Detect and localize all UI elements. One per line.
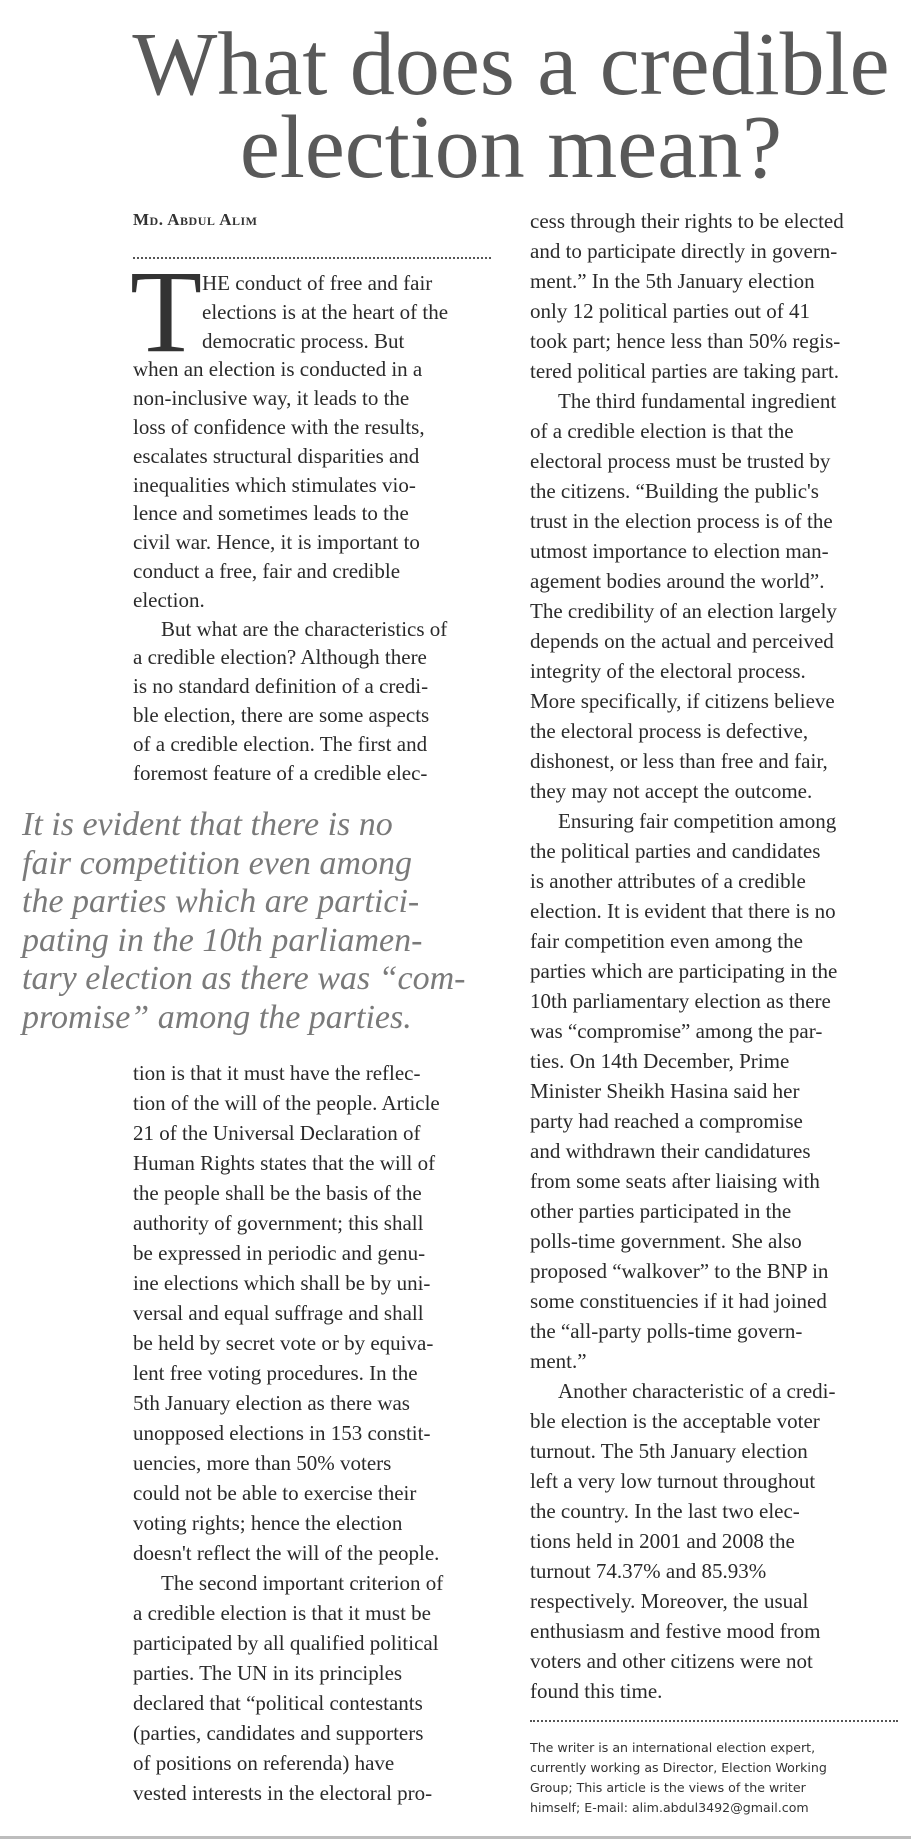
text-line: Minister Sheikh Hasina said her (530, 1079, 800, 1103)
text-line: ble election is the acceptable voter (530, 1409, 820, 1433)
text-line: the electoral process is defective, (530, 719, 809, 743)
text-line: from some seats after liaising with (530, 1169, 820, 1193)
text-line: found this time. (530, 1679, 663, 1703)
author-byline: Md. Abdul Alim (133, 210, 258, 229)
text-line: 10th parliamentary election as there (530, 989, 831, 1013)
text-line: The second important criterion of (161, 1571, 444, 1595)
text-line: voters and other citizens were not (530, 1649, 813, 1673)
text-line: of a credible election. The first and (133, 731, 428, 756)
text-line: loss of confidence with the results, (133, 415, 425, 439)
page-bottom-rule (0, 1836, 911, 1839)
text-line: the people shall be the basis of the (133, 1181, 422, 1205)
text-line: tion of the will of the people. Article (133, 1091, 440, 1115)
text-line: and withdrawn their candidatures (530, 1139, 811, 1163)
text-line: the “all-party polls-time govern- (530, 1319, 803, 1343)
text-line: 21 of the Universal Declaration of (133, 1121, 421, 1145)
text-line: dishonest, or less than free and fair, (530, 749, 828, 773)
text-line: cess through their rights to be elected (530, 209, 844, 233)
text-line: turnout. The 5th January election (530, 1439, 808, 1463)
text-line: the country. In the last two elec- (530, 1499, 800, 1523)
text-line: took part; hence less than 50% regis- (530, 329, 841, 353)
text-line: inequalities which stimulates vio- (133, 472, 416, 497)
pull-quote-line: It is evident that there is no (22, 806, 393, 843)
text-line: election. (133, 587, 205, 612)
pull-quote-line: fair competition even among (22, 844, 412, 882)
text-line: enthusiasm and festive mood from (530, 1619, 821, 1643)
text-line: conduct a free, fair and credible (133, 559, 401, 583)
text-line: left a very low turnout throughout (530, 1469, 816, 1493)
pull-quote-line: promise” among the parties. (22, 998, 412, 1036)
text-line: non-inclusive way, it leads to the (133, 386, 410, 411)
text-line: and to participate directly in govern- (530, 239, 838, 263)
text-line: declared that “political contestants (133, 1691, 423, 1715)
text-line: lence and sometimes leads to the (133, 501, 409, 526)
text-line: civil war. Hence, it is important to (133, 530, 420, 555)
text-line: of a credible election is that the (530, 419, 794, 443)
text-line: the citizens. “Building the public's (530, 479, 819, 503)
text-line: ble election, there are some aspects (133, 703, 430, 727)
author-note-line: himself; E-mail: alim.abdul3492@gmail.com (530, 1800, 809, 1815)
text-line: tered political parties are taking part. (530, 359, 840, 383)
text-line: tions held in 2001 and 2008 the (530, 1529, 795, 1553)
headline-line-1: What does a credible (132, 15, 890, 114)
text-line: 5th January election as there was (133, 1391, 410, 1415)
text-line: some constituencies if it had joined (530, 1289, 827, 1313)
text-line: of positions on referenda) have (133, 1751, 395, 1775)
text-line: ties. On 14th December, Prime (530, 1049, 790, 1073)
text-line: could not be able to exercise their (133, 1481, 417, 1505)
text-line: proposed “walkover” to the BNP in (530, 1259, 829, 1283)
text-line: utmost importance to election man- (530, 539, 829, 563)
pull-quote-line: pating in the 10th parliamen- (22, 921, 423, 959)
text-line: trust in the election process is of the (530, 509, 833, 533)
text-line: parties. The UN in its principles (133, 1661, 403, 1685)
text-line: foremost feature of a credible elec- (133, 760, 428, 785)
author-note-line: currently working as Director, Election Working (530, 1760, 827, 1775)
footnote-divider (530, 1720, 898, 1722)
text-line: voting rights; hence the election (133, 1511, 403, 1535)
text-line: participated by all qualified political (133, 1631, 439, 1655)
text-line: democratic process. But (202, 328, 405, 353)
text-line: ine elections which shall be by uni- (133, 1271, 431, 1295)
text-line: elections is at the heart of the (202, 299, 449, 324)
text-line: integrity of the electoral process. (530, 659, 806, 683)
author-note (530, 1738, 905, 1818)
pull-quote-line: the parties which are partici- (22, 883, 420, 920)
text-line: ment.” In the 5th January election (530, 269, 815, 293)
author-note-line: The writer is an international election expert, (530, 1740, 816, 1755)
text-line: they may not accept the outcome. (530, 779, 813, 803)
text-line: unopposed elections in 153 constit- (133, 1421, 431, 1445)
text-line: parties which are participating in the (530, 959, 838, 983)
text-line: the political parties and candidates (530, 839, 821, 863)
drop-cap: T (130, 246, 203, 377)
text-line: polls-time government. She also (530, 1229, 802, 1253)
text-line: when an election is conducted in a (133, 357, 423, 382)
text-line: versal and equal suffrage and shall (133, 1301, 424, 1325)
pull-quote-line: tary election as there was “com- (22, 960, 466, 997)
text-line: The credibility of an election largely (530, 599, 837, 623)
text-line: The third fundamental ingredient (558, 389, 837, 413)
text-line: was “compromise” among the par- (530, 1019, 823, 1043)
text-line: depends on the actual and perceived (530, 629, 834, 653)
text-line: only 12 political parties out of 41 (530, 299, 810, 323)
text-line: (parties, candidates and supporters (133, 1721, 424, 1745)
text-line: be held by secret vote or by equiva- (133, 1331, 434, 1355)
text-line: Ensuring fair competition among (558, 809, 837, 833)
text-line: a credible election is that it must be (133, 1601, 431, 1625)
text-line: HE conduct of free and fair (202, 271, 433, 295)
text-line: respectively. Moreover, the usual (530, 1589, 809, 1613)
text-line: turnout 74.37% and 85.93% (530, 1559, 767, 1583)
text-line: doesn't reflect the will of the people. (133, 1541, 440, 1565)
text-line: uencies, more than 50% voters (133, 1451, 392, 1475)
text-line: party had reached a compromise (530, 1109, 803, 1133)
text-line: electoral process must be trusted by (530, 449, 831, 473)
text-line: a credible election? Although there (133, 645, 427, 670)
text-line: agement bodies around the world”. (530, 569, 825, 593)
text-line: is another attributes of a credible (530, 869, 806, 893)
text-line: escalates structural disparities and (133, 443, 420, 468)
text-line: Human Rights states that the will of (133, 1151, 436, 1175)
headline-line-2: election mean? (239, 98, 783, 197)
text-line: vested interests in the electoral pro- (133, 1781, 433, 1805)
text-line: But what are the characteristics of (161, 616, 448, 641)
text-line: election. It is evident that there is no (530, 899, 836, 923)
text-line: Another characteristic of a credi- (558, 1379, 836, 1403)
text-line: other parties participated in the (530, 1199, 792, 1223)
text-line: lent free voting procedures. In the (133, 1361, 418, 1385)
text-line: More specifically, if citizens believe (530, 689, 835, 713)
text-line: fair competition even among the (530, 929, 803, 953)
text-line: ment.” (530, 1349, 587, 1373)
text-line: authority of government; this shall (133, 1211, 424, 1235)
text-line: tion is that it must have the reflec- (133, 1061, 421, 1085)
author-note-line: Group; This article is the views of the writer (530, 1780, 806, 1795)
text-line: be expressed in periodic and genu- (133, 1241, 426, 1265)
text-line: is no standard definition of a credi- (133, 674, 429, 699)
